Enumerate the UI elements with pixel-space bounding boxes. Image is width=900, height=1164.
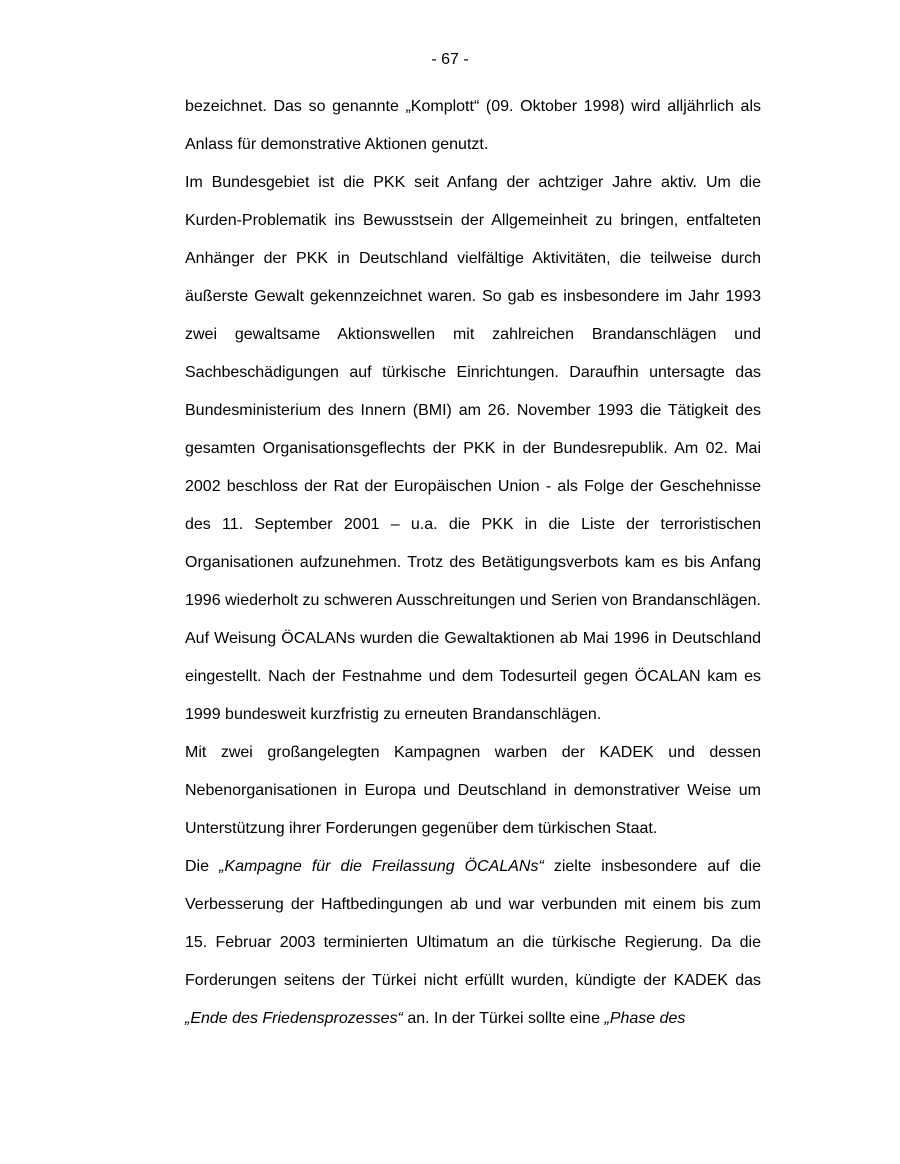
paragraph xyxy=(185,164,761,734)
italic-text-run: „Kampagne für die Freilassung ÖCALANs“ xyxy=(219,858,544,875)
text-run: Mit zwei großangelegten Kampagnen warben der KADEK und dessen Nebenorganisationen in Europa und Deutschland in demonstrativer Weise um Unterstützung ihrer Forderungen gegenüber dem türkischen Staat. xyxy=(185,744,761,837)
page-number: - 67 - xyxy=(431,51,469,68)
text-run: an. In der Türkei sollte eine xyxy=(402,1010,605,1027)
text-run: Im Bundesgebiet ist die PKK seit Anfang der achtziger Jahre aktiv. Um die Kurden-Problematik ins Bewusstsein der Allgemeinheit zu bringen, entfalteten Anhänger der PKK in Deutschland vielfältige Aktivitäten, die teilweise durch äußerste Gewalt gekennzeichnet waren. So gab es insbesondere im Jahr 1993 zwei gewaltsame Aktionswellen mit zahlreichen Brandanschlägen und Sachbeschädigungen auf türkische Einrichtungen. Daraufhin untersagte das Bundesministerium des Innern (BMI) am 26. November 1993 die Tätigkeit des gesamten Organisationsgeflechts der PKK in der Bundesrepublik. Am 02. Mai 2002 beschloss der Rat der Europäischen Union - als Folge der Geschehnisse des 11. September 2001 – u.a. die PKK in die Liste der terroristischen Organisationen aufzunehmen. Trotz des Betätigungsverbots kam es bis Anfang 1996 wiederholt zu schweren Ausschreitungen und Serien von Brandanschlägen. Auf Weisung ÖCALANs wurden die Gewaltaktionen ab Mai 1996 in Deutschland eingestellt. Nach der Festnahme und dem Todesurteil gegen ÖCALAN kam es 1999 bundesweit kurzfristig zu erneuten Brandanschlägen. xyxy=(185,174,761,723)
text-run: zielte insbesondere auf die Verbesserung der Haftbedingungen ab und war verbunden mit einem bis zum 15. Februar 2003 terminierten Ultimatum an die türkische Regierung. Da die Forderungen seitens der Türkei nicht erfüllt wurden, kündigte der KADEK das xyxy=(185,858,762,989)
document-body xyxy=(185,88,761,1038)
paragraph xyxy=(185,88,761,164)
paragraph xyxy=(185,734,761,848)
text-run: Die xyxy=(185,858,220,875)
paragraph xyxy=(185,848,761,1038)
text-run: bezeichnet. Das so genannte „Komplott“ (09. Oktober 1998) wird alljährlich als Anlass für demonstrative Aktionen genutzt. xyxy=(185,98,761,153)
italic-text-run: „Phase des xyxy=(604,1010,686,1027)
italic-text-run: „Ende des Friedensprozesses“ xyxy=(185,1010,403,1027)
